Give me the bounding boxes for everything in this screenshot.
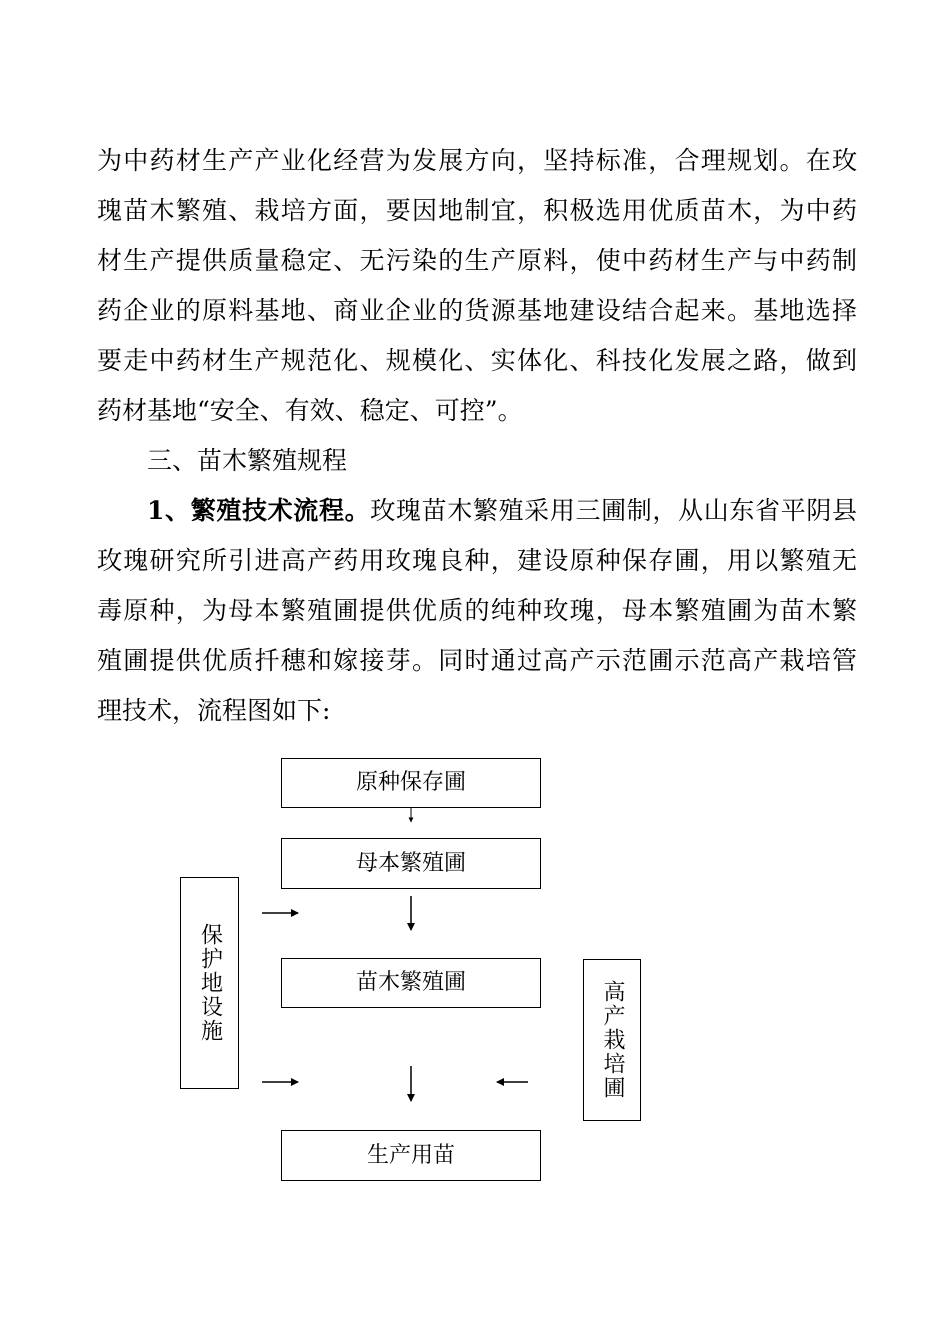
flow-box-high-yield-nursery-label: 高产栽培圃: [600, 980, 625, 1100]
paragraph2-first-line-rest: 玫瑰苗木繁殖采用三圃制，从山东省平阴县: [370, 496, 857, 525]
flow-box-mother-nursery: [281, 838, 541, 889]
paragraph1-line-2: 瑰苗木繁殖、栽培方面，要因地制宜，积极选用优质苗木，为中药: [97, 196, 857, 225]
paragraph1-line-4: 药企业的原料基地、商业企业的货源基地建设结合起来。基地选择: [97, 296, 857, 325]
flow-box-production-seedlings: [281, 1130, 541, 1181]
flow-box-seed-nursery-label: 原种保存圃: [355, 770, 466, 795]
paragraph2-line-4: 殖圃提供优质扦穗和嫁接芽。同时通过高产示范圃示范高产栽培管: [97, 646, 857, 675]
paragraph2-line-3: 毒原种，为母本繁殖圃提供优质的纯种玫瑰，母本繁殖圃为苗木繁: [97, 596, 857, 625]
flow-box-high-yield-nursery: [583, 959, 641, 1121]
paragraph2-line-2: 玫瑰研究所引进高产药用玫瑰良种，建设原种保存圃，用以繁殖无: [97, 546, 857, 575]
paragraph1-line-3: 材生产提供质量稳定、无污染的生产原料，使中药材生产与中药制: [97, 246, 857, 275]
paragraph1-line-5: 要走中药材生产规范化、规模化、实体化、科技化发展之路，做到: [97, 346, 857, 375]
paragraph2-lead: 1、繁殖技术流程。: [147, 496, 371, 525]
flow-box-mother-nursery-label: 母本繁殖圃: [355, 851, 466, 876]
flow-box-seedling-nursery-label: 苗木繁殖圃: [355, 970, 466, 995]
section-heading: 三、苗木繁殖规程: [147, 446, 348, 475]
flow-box-protected-facilities: [180, 877, 239, 1089]
flow-box-seedling-nursery: [281, 958, 541, 1008]
flow-box-seed-nursery: [281, 758, 541, 808]
flow-box-production-seedlings-label: 生产用苗: [366, 1143, 455, 1168]
paragraph2-line-5: 理技术，流程图如下:: [97, 696, 331, 725]
paragraph1-line-1: 为中药材生产产业化经营为发展方向，坚持标准，合理规划。在玫: [97, 146, 857, 175]
paragraph1-line-6: 药材基地“安全、有效、稳定、可控”。: [97, 396, 523, 425]
flow-box-protected-facilities-label: 保护地设施: [197, 923, 223, 1043]
